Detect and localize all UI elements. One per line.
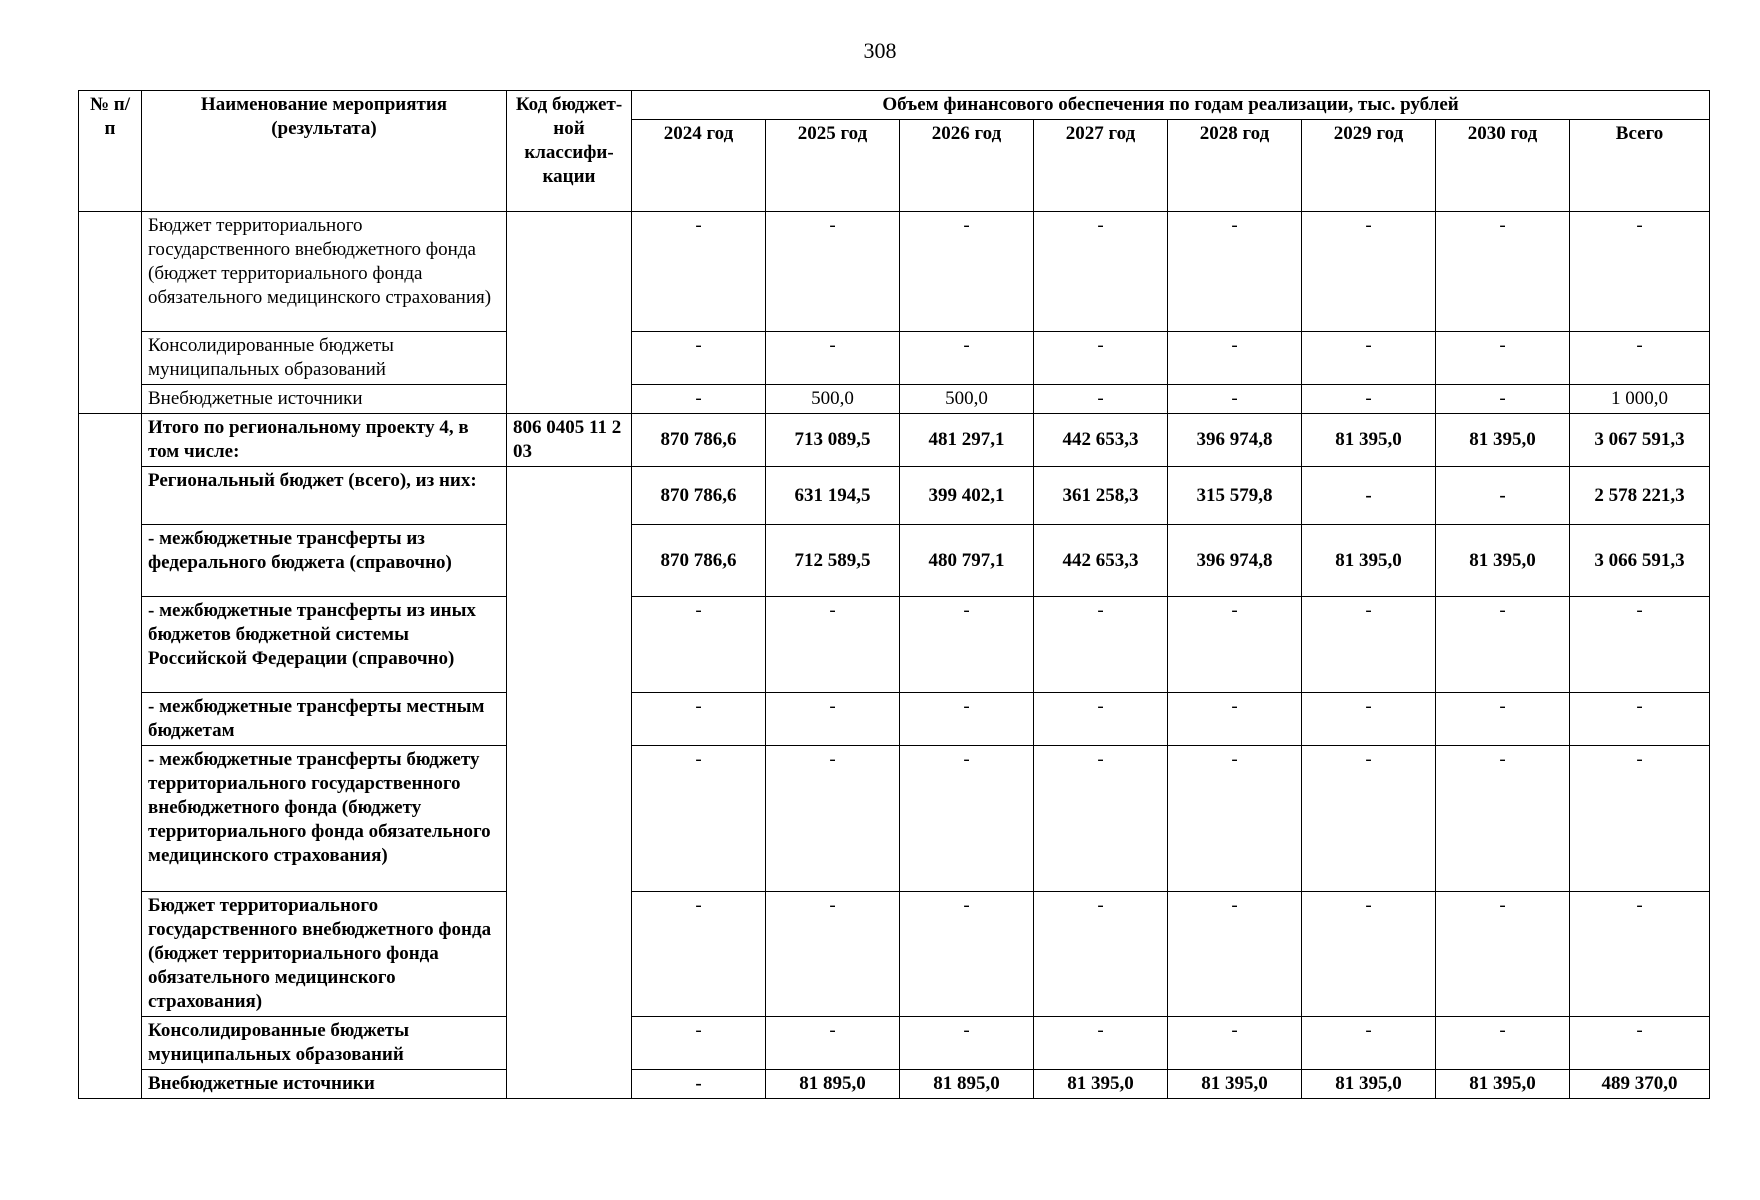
- table-header: [79, 91, 1710, 212]
- value-cell: -: [1034, 892, 1168, 1017]
- value-cell: -: [1436, 212, 1570, 332]
- value-cell: -: [1302, 212, 1436, 332]
- header-code: Код бюджет-ной классифи-кации: [507, 91, 632, 212]
- row-name: - межбюджетные трансферты из федерального бюджета (справочно): [142, 525, 507, 597]
- value-cell: -: [1570, 332, 1710, 385]
- value-cell: -: [1034, 693, 1168, 746]
- value-cell: -: [1302, 332, 1436, 385]
- value-cell: 81 395,0: [1436, 414, 1570, 467]
- header-year-2028: 2028 год: [1168, 120, 1302, 212]
- page-number: 308: [863, 38, 897, 63]
- value-cell: -: [766, 892, 900, 1017]
- value-cell: 81 895,0: [766, 1070, 900, 1099]
- value-cell: -: [1436, 332, 1570, 385]
- budget-table: [78, 90, 1710, 1099]
- value-cell: -: [766, 746, 900, 892]
- table-row: [79, 597, 1710, 693]
- header-year-2025: 2025 год: [766, 120, 900, 212]
- value-cell: -: [1168, 693, 1302, 746]
- value-cell: -: [1168, 892, 1302, 1017]
- value-cell: -: [766, 1017, 900, 1070]
- value-cell: -: [1168, 597, 1302, 693]
- table-row: [79, 693, 1710, 746]
- value-cell: 631 194,5: [766, 467, 900, 525]
- table-row: [79, 892, 1710, 1017]
- value-cell: -: [1570, 212, 1710, 332]
- value-cell: 396 974,8: [1168, 525, 1302, 597]
- value-cell: 712 589,5: [766, 525, 900, 597]
- row-name: Внебюджетные источники: [142, 385, 507, 414]
- row-name: Консолидированные бюджеты муниципальных образований: [142, 1017, 507, 1070]
- value-cell: -: [1436, 1017, 1570, 1070]
- value-cell: -: [1168, 212, 1302, 332]
- value-cell: 3 066 591,3: [1570, 525, 1710, 597]
- header-year-2026: 2026 год: [900, 120, 1034, 212]
- value-cell: 81 395,0: [1302, 525, 1436, 597]
- row-number-cell: [79, 414, 142, 1099]
- value-cell: 399 402,1: [900, 467, 1034, 525]
- value-cell: 870 786,6: [632, 414, 766, 467]
- value-cell: -: [632, 892, 766, 1017]
- value-cell: -: [1436, 597, 1570, 693]
- value-cell: -: [1302, 467, 1436, 525]
- header-year-2030: 2030 год: [1436, 120, 1570, 212]
- row-name: Консолидированные бюджеты муниципальных образований: [142, 332, 507, 385]
- budget-code: 806 0405 11 2 03: [507, 414, 632, 467]
- row-name: Региональный бюджет (всего), из них:: [142, 467, 507, 525]
- value-cell: -: [1436, 467, 1570, 525]
- value-cell: 315 579,8: [1168, 467, 1302, 525]
- value-cell: 81 395,0: [1302, 414, 1436, 467]
- row-code-cell: [507, 212, 632, 414]
- header-year-2027: 2027 год: [1034, 120, 1168, 212]
- value-cell: 481 297,1: [900, 414, 1034, 467]
- value-cell: -: [1302, 385, 1436, 414]
- header-funding-group: Объем финансового обеспечения по годам реализации, тыс. рублей: [632, 91, 1710, 120]
- value-cell: -: [900, 1017, 1034, 1070]
- value-cell: 361 258,3: [1034, 467, 1168, 525]
- row-name: Итого по региональному проекту 4, в том числе:: [142, 414, 507, 467]
- value-cell: -: [900, 693, 1034, 746]
- value-cell: -: [900, 332, 1034, 385]
- row-code-cell: [507, 467, 632, 1099]
- row-name: - межбюджетные трансферты местным бюджетам: [142, 693, 507, 746]
- value-cell: 81 395,0: [1168, 1070, 1302, 1099]
- value-cell: -: [900, 892, 1034, 1017]
- value-cell: -: [632, 746, 766, 892]
- value-cell: 500,0: [900, 385, 1034, 414]
- value-cell: -: [1570, 597, 1710, 693]
- value-cell: -: [1034, 1017, 1168, 1070]
- value-cell: 81 395,0: [1034, 1070, 1168, 1099]
- value-cell: -: [1168, 746, 1302, 892]
- row-name: Бюджет территориального государственного внебюджетного фонда (бюджет территориального фонда обязательного медицинского страхования): [142, 892, 507, 1017]
- value-cell: -: [1302, 597, 1436, 693]
- value-cell: -: [766, 693, 900, 746]
- value-cell: -: [766, 597, 900, 693]
- value-cell: -: [1302, 1017, 1436, 1070]
- value-cell: 396 974,8: [1168, 414, 1302, 467]
- value-cell: -: [1570, 746, 1710, 892]
- value-cell: -: [1436, 385, 1570, 414]
- header-year-2024: 2024 год: [632, 120, 766, 212]
- row-name: Внебюджетные источники: [142, 1070, 507, 1099]
- value-cell: -: [1436, 892, 1570, 1017]
- value-cell: -: [1168, 1017, 1302, 1070]
- header-year-2029: 2029 год: [1302, 120, 1436, 212]
- value-cell: -: [900, 212, 1034, 332]
- value-cell: 500,0: [766, 385, 900, 414]
- value-cell: 81 395,0: [1302, 1070, 1436, 1099]
- value-cell: -: [632, 385, 766, 414]
- header-name: Наименование мероприятия (результата): [142, 91, 507, 212]
- table-row: [79, 212, 1710, 332]
- value-cell: 81 395,0: [1436, 1070, 1570, 1099]
- row-number-cell: [79, 212, 142, 414]
- table-row: [79, 385, 1710, 414]
- value-cell: -: [632, 332, 766, 385]
- value-cell: -: [1436, 746, 1570, 892]
- value-cell: 870 786,6: [632, 525, 766, 597]
- value-cell: -: [632, 597, 766, 693]
- value-cell: 442 653,3: [1034, 414, 1168, 467]
- value-cell: 442 653,3: [1034, 525, 1168, 597]
- value-cell: -: [632, 212, 766, 332]
- value-cell: -: [632, 693, 766, 746]
- row-name: Бюджет территориального государственного внебюджетного фонда (бюджет территориального фонда обязательного медицинского страхования): [142, 212, 507, 332]
- header-total: Всего: [1570, 120, 1710, 212]
- value-cell: -: [1168, 332, 1302, 385]
- value-cell: -: [632, 1070, 766, 1099]
- row-name: - межбюджетные трансферты бюджету территориального государственного внебюджетного фонда (бюджету территориального фонда обязательного медицинского страхования): [142, 746, 507, 892]
- table-row: [79, 1070, 1710, 1099]
- value-cell: -: [1570, 1017, 1710, 1070]
- value-cell: 81 395,0: [1436, 525, 1570, 597]
- table-row: [79, 1017, 1710, 1070]
- value-cell: -: [1436, 693, 1570, 746]
- value-cell: 713 089,5: [766, 414, 900, 467]
- value-cell: 81 895,0: [900, 1070, 1034, 1099]
- table-row: [79, 332, 1710, 385]
- value-cell: -: [1034, 385, 1168, 414]
- value-cell: -: [1302, 892, 1436, 1017]
- value-cell: -: [632, 1017, 766, 1070]
- header-num: № п/п: [79, 91, 142, 212]
- value-cell: -: [1034, 212, 1168, 332]
- value-cell: 1 000,0: [1570, 385, 1710, 414]
- table-row: [79, 414, 1710, 467]
- value-cell: -: [766, 332, 900, 385]
- value-cell: -: [1302, 746, 1436, 892]
- value-cell: -: [1034, 332, 1168, 385]
- value-cell: -: [1570, 693, 1710, 746]
- value-cell: -: [1570, 892, 1710, 1017]
- table-row: [79, 525, 1710, 597]
- value-cell: 870 786,6: [632, 467, 766, 525]
- value-cell: -: [1302, 693, 1436, 746]
- value-cell: -: [1034, 597, 1168, 693]
- value-cell: -: [1168, 385, 1302, 414]
- value-cell: 3 067 591,3: [1570, 414, 1710, 467]
- value-cell: 2 578 221,3: [1570, 467, 1710, 525]
- value-cell: -: [766, 212, 900, 332]
- value-cell: -: [1034, 746, 1168, 892]
- value-cell: -: [900, 597, 1034, 693]
- value-cell: 480 797,1: [900, 525, 1034, 597]
- value-cell: -: [900, 746, 1034, 892]
- row-name: - межбюджетные трансферты из иных бюджетов бюджетной системы Российской Федерации (справочно): [142, 597, 507, 693]
- table-row: [79, 467, 1710, 525]
- value-cell: 489 370,0: [1570, 1070, 1710, 1099]
- table-row: [79, 746, 1710, 892]
